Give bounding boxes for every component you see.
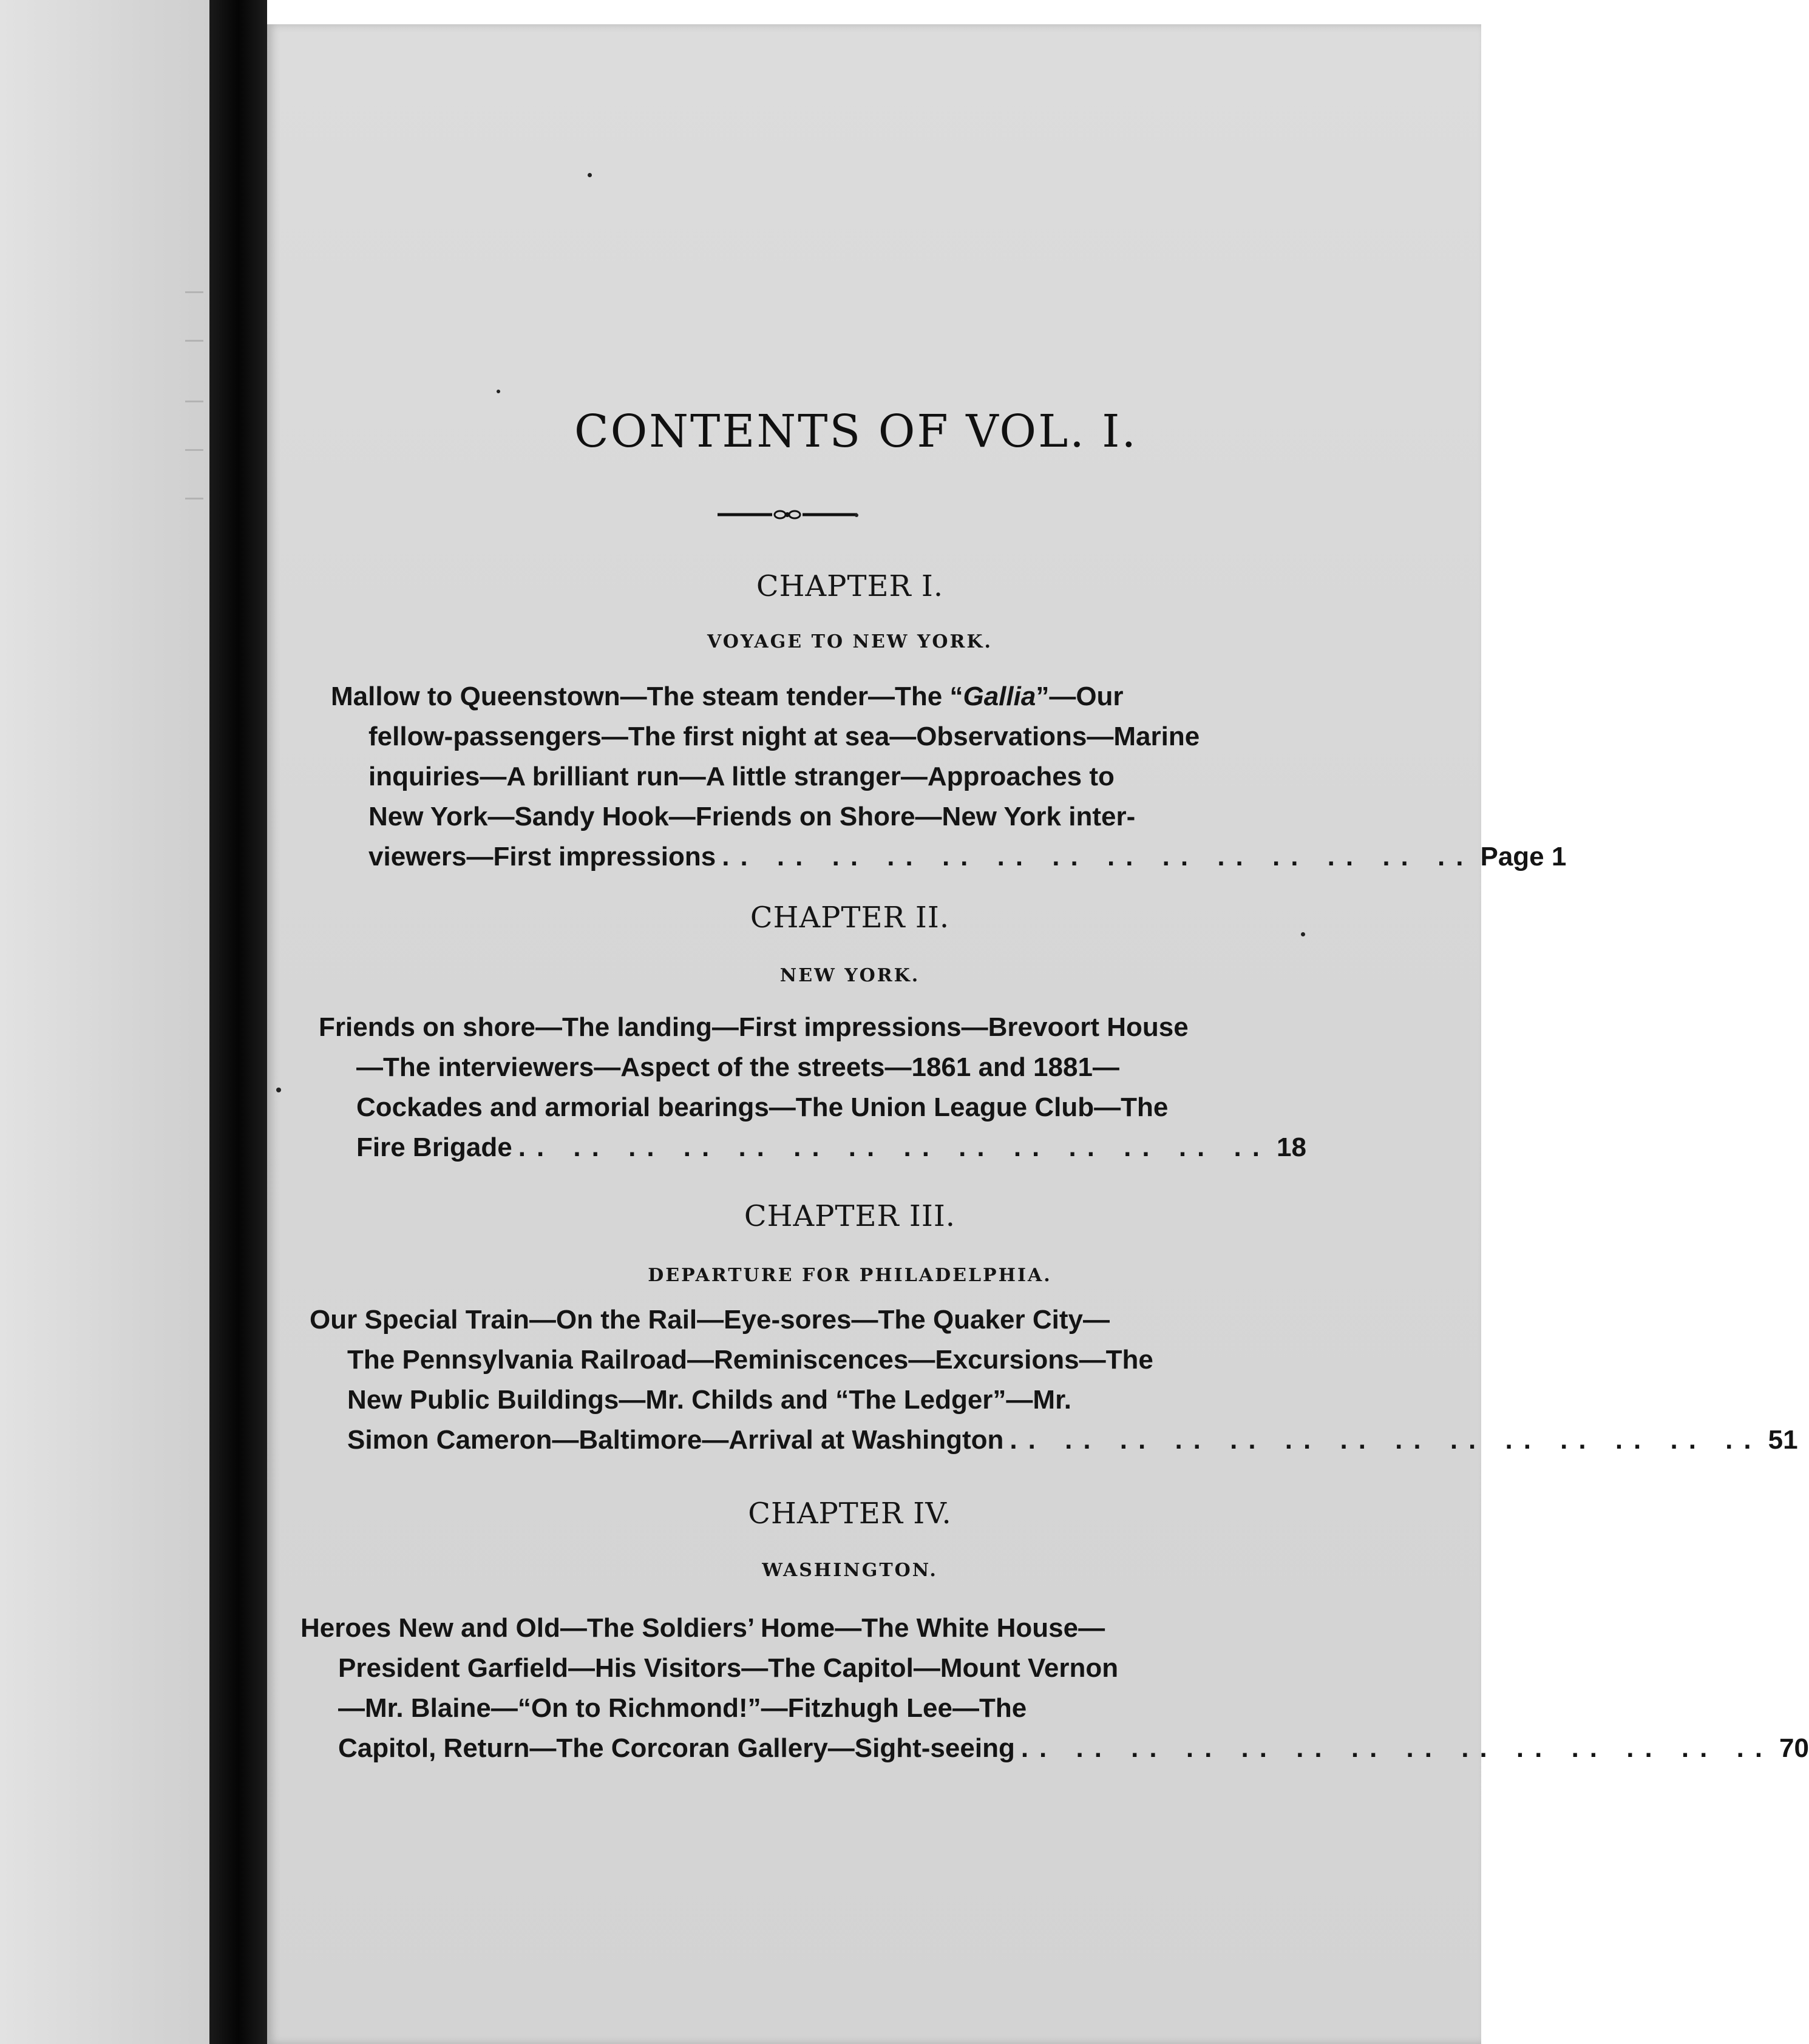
scan-speck — [855, 513, 858, 517]
scan-speck — [497, 390, 500, 393]
leader-dots: .. .. .. .. .. .. .. .. .. .. .. .. .. .. — [1010, 1425, 1762, 1455]
page-number: 51 — [1768, 1425, 1798, 1455]
summary-line: —The interviewers—Aspect of the streets—1861 and 1881— — [356, 1052, 1119, 1082]
summary-line: Mallow to Queenstown—The steam tender—The “Gallia”—Our — [331, 682, 1124, 711]
chapter-4-heading: CHAPTER IV. — [748, 1497, 952, 1531]
scan-speck — [588, 173, 592, 177]
summary-line-last: Capitol, Return—The Corcoran Gallery—Sight-seeing .. .. .. .. .. .. .. .. .. .. .. .. .. .. 70 — [300, 1728, 1187, 1768]
summary-line: Cockades and armorial bearings—The Union League Club—The — [356, 1092, 1169, 1122]
summary-line: New York—Sandy Hook—Friends on Shore—New York inter- — [368, 802, 1136, 831]
title-ornament-rule — [718, 505, 857, 523]
chapter-2-summary — [319, 1007, 1306, 1168]
summary-line: Heroes New and Old—The Soldiers’ Home—The White House— — [300, 1613, 1105, 1643]
chapter-2-subtitle: NEW YORK. — [779, 965, 920, 986]
summary-line-last: viewers—First impressions .. .. .. .. .. .. .. .. .. .. .. .. .. .. Page 1 — [331, 837, 1211, 877]
leader-dots: .. .. .. .. .. .. .. .. .. .. .. .. .. .. — [722, 842, 1475, 871]
chapter-1-heading: CHAPTER I. — [756, 569, 944, 603]
page-number: 18 — [1276, 1132, 1306, 1162]
summary-line: The Pennsylvania Railroad—Reminiscences—Excursions—The — [347, 1345, 1153, 1375]
summary-line: fellow-passengers—The first night at sea—Observations—Marine — [368, 722, 1200, 751]
summary-line-last: Fire Brigade .. .. .. .. .. .. .. .. .. .. .. .. .. .. 18 — [319, 1128, 1205, 1168]
page-number: 70 — [1779, 1733, 1809, 1763]
chapter-3-heading: CHAPTER III. — [744, 1199, 956, 1233]
summary-line-last: Simon Cameron—Baltimore—Arrival at Washington .. .. .. .. .. .. .. .. .. .. .. .. .. .. 51 — [310, 1420, 1196, 1460]
leader-dots: .. .. .. .. .. .. .. .. .. .. .. .. .. .. — [1020, 1733, 1774, 1763]
leader-dots: .. .. .. .. .. .. .. .. .. .. .. .. .. .. — [518, 1132, 1271, 1162]
summary-line: inquiries—A brilliant run—A little stranger—Approaches to — [368, 762, 1115, 791]
page-title: CONTENTS OF VOL. I. — [574, 405, 1138, 458]
summary-line: Friends on shore—The landing—First impressions—Brevoort House — [319, 1012, 1189, 1042]
chapter-3-summary — [310, 1300, 1798, 1460]
summary-line: President Garfield—His Visitors—The Capitol—Mount Vernon — [338, 1653, 1119, 1683]
summary-line: —Mr. Blaine—“On to Richmond!”—Fitzhugh Lee—The — [338, 1693, 1027, 1723]
scan-speck — [1301, 932, 1305, 936]
page-number: Page 1 — [1480, 842, 1567, 871]
chapter-3-subtitle: DEPARTURE FOR PHILADELPHIA. — [648, 1265, 1052, 1286]
chapter-4-subtitle: WASHINGTON. — [762, 1560, 938, 1581]
summary-line: New Public Buildings—Mr. Childs and “The Ledger”—Mr. — [347, 1385, 1072, 1415]
summary-line: Our Special Train—On the Rail—Eye-sores—The Quaker City— — [310, 1305, 1110, 1335]
chapter-2-heading: CHAPTER II. — [750, 901, 950, 935]
scan-speck — [276, 1088, 281, 1092]
chapter-4-summary — [300, 1608, 1809, 1768]
chapter-1-subtitle: VOYAGE TO NEW YORK. — [707, 631, 993, 652]
chapter-1-summary — [331, 677, 1567, 877]
